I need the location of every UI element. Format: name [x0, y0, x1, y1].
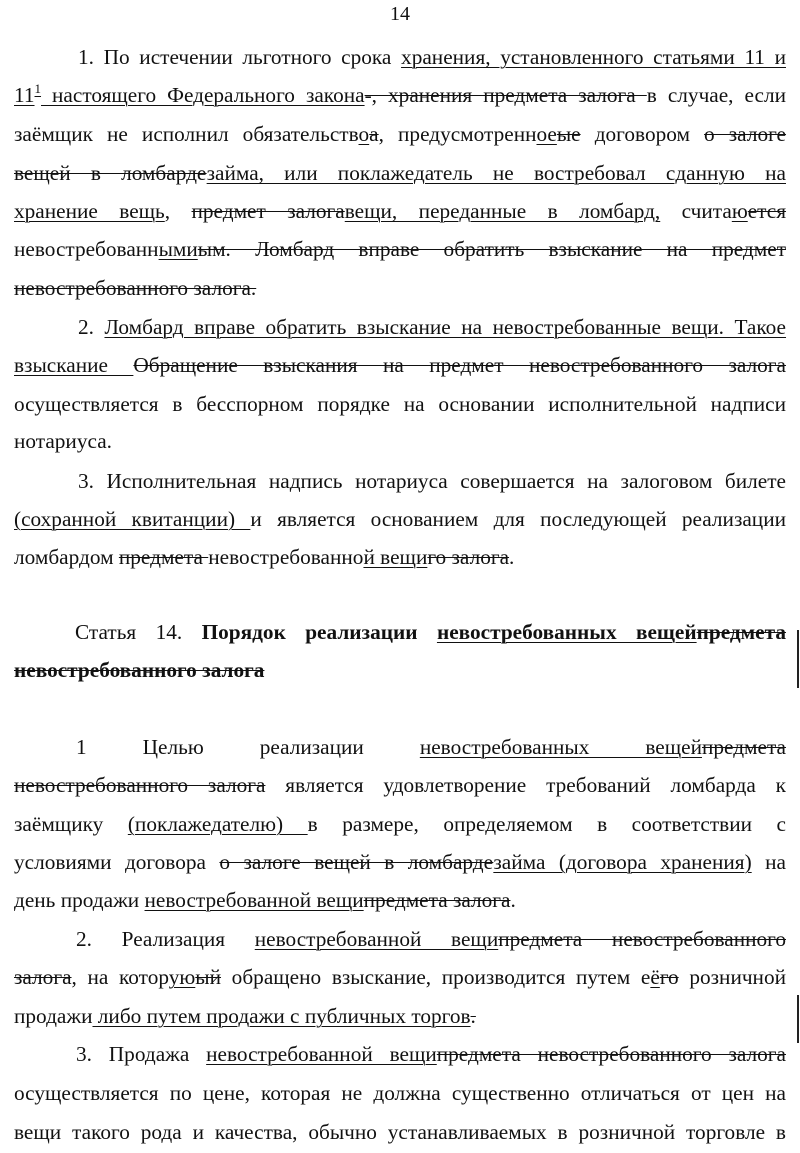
- deleted-text: предмета: [118, 545, 209, 569]
- text-line: [76, 1034, 786, 1074]
- text-line: [14, 1112, 786, 1152]
- deleted-text: ется: [747, 199, 787, 223]
- text-run: договором: [580, 122, 705, 146]
- page-number: 14: [390, 3, 410, 25]
- inserted-text: о: [358, 122, 370, 146]
- text-run: осуществляется по цене, которая не должна существенно отличаться от цен на: [14, 1081, 786, 1105]
- text-run: невостребованн: [14, 237, 159, 261]
- inserted-text: хранение вещь: [14, 199, 165, 223]
- deleted-text: предмета невостребованного залога: [436, 1042, 786, 1066]
- text-run: .: [510, 888, 516, 912]
- inserted-text: ую: [168, 965, 196, 989]
- text-line: [14, 765, 786, 805]
- text-line: [14, 842, 786, 882]
- text-run: является удовлетворение требований ломбарда к: [265, 773, 786, 797]
- text-run: ,: [164, 199, 192, 223]
- deleted-text: го залога: [427, 545, 510, 569]
- inserted-text: хранения, установленного статьями 11 и: [401, 45, 786, 69]
- text-run: .: [509, 545, 515, 569]
- inserted-text: либо путем продажи с публичных торгов: [92, 1004, 471, 1028]
- deleted-text: невостребованного залога.: [14, 276, 257, 300]
- inserted-text: ё: [650, 965, 660, 989]
- text-line: [14, 421, 786, 461]
- text-run: продажи: [14, 1004, 93, 1028]
- inserted-text: вещи, переданные в ломбард,: [344, 199, 661, 223]
- text-run: день продажи: [14, 888, 145, 912]
- text-run: обращено взыскание, производится путем е: [221, 965, 651, 989]
- text-run: в размере, определяемом в соответствии с: [307, 812, 786, 836]
- text-run: вещи такого рода и качества, обычно устанавливаемых в розничной торговле в: [14, 1120, 786, 1144]
- deleted-text: .: [470, 1004, 476, 1028]
- text-run: 3. Исполнительная надпись нотариуса совершается на залоговом билете: [78, 469, 786, 493]
- text-run: невостребованно: [208, 545, 364, 569]
- text-line: [14, 229, 786, 269]
- text-run: розничной: [678, 965, 786, 989]
- inserted-text: взыскание: [14, 353, 134, 377]
- deleted-text: ые: [556, 122, 581, 146]
- margin-mark: [797, 630, 799, 688]
- deleted-text: вещей в ломбарде: [14, 161, 207, 185]
- text-line: [78, 461, 786, 501]
- text-line: [76, 919, 786, 959]
- inserted-text: невостребованной вещи: [144, 888, 364, 912]
- inserted-text: настоящего Федерального закона: [41, 83, 365, 107]
- text-run: 2. Реализация: [76, 927, 255, 951]
- deleted-text: предмета: [696, 620, 786, 644]
- inserted-text: невостребованных вещей: [436, 620, 697, 644]
- text-line: [76, 727, 786, 767]
- text-run: 2.: [78, 315, 105, 339]
- deleted-text: а: [369, 122, 379, 146]
- text-line: [78, 37, 786, 77]
- inserted-text: ю: [731, 199, 748, 223]
- deleted-text: ый: [195, 965, 222, 989]
- text-run: условиями договора: [14, 850, 220, 874]
- text-line: [14, 996, 786, 1036]
- deleted-text: невостребованного залога: [14, 658, 265, 682]
- inserted-text: Ломбард вправе обратить взыскание на невостребованные вещи. Такое: [104, 315, 787, 339]
- text-line: [14, 650, 786, 690]
- text-run: осуществляется в бесспорном порядке на основании исполнительной надписи: [14, 392, 786, 416]
- inserted-text: невостребованной вещи: [206, 1042, 437, 1066]
- inserted-text: займа, или поклажедатель не востребовал сданную на: [206, 161, 786, 185]
- inserted-text: невостребованной вещи: [254, 927, 499, 951]
- inserted-text: (сохранной квитанции): [14, 507, 251, 531]
- margin-mark: [797, 995, 799, 1043]
- text-run: , предусмотренн: [378, 122, 537, 146]
- text-line: [78, 307, 786, 347]
- deleted-text: хранения предмета залога: [388, 83, 647, 107]
- deleted-text: залога: [14, 965, 72, 989]
- text-line: [14, 957, 786, 997]
- text-line: [14, 537, 786, 577]
- inserted-text: (поклажедателю): [127, 812, 308, 836]
- text-run: нотариуса.: [14, 429, 112, 453]
- text-run: 3. Продажа: [76, 1042, 207, 1066]
- text-run: заёмщик не исполнил обязательств: [14, 122, 359, 146]
- deleted-text: предмета залога: [363, 888, 511, 912]
- text-line: [14, 804, 786, 844]
- text-run: , на котор: [71, 965, 169, 989]
- deleted-text: о залоге вещей в ломбарде: [219, 850, 494, 874]
- text-line: [14, 75, 786, 115]
- text-run: на: [751, 850, 786, 874]
- text-run: Статья 14.: [75, 620, 202, 644]
- text-run: и является основанием для последующей реализации: [250, 507, 786, 531]
- deleted-text: о залоге: [704, 122, 787, 146]
- inserted-text: ыми: [158, 237, 198, 261]
- text-line: [14, 191, 786, 231]
- text-line: [14, 268, 786, 308]
- text-run: заёмщику: [14, 812, 128, 836]
- inserted-text: й вещи: [363, 545, 428, 569]
- inserted-text: 1: [34, 81, 42, 96]
- deleted-text: Обращение взыскания на предмет невостребованного залога: [133, 353, 786, 377]
- text-run: в случае, если: [646, 83, 786, 107]
- inserted-text: ое: [536, 122, 557, 146]
- text-line: [14, 384, 786, 424]
- deleted-text: предмета: [701, 735, 786, 759]
- article-heading: Порядок реализации: [201, 620, 437, 644]
- text-line: [14, 880, 786, 920]
- text-line: [75, 612, 786, 652]
- deleted-text: го: [659, 965, 679, 989]
- inserted-text: займа (договора хранения): [493, 850, 752, 874]
- deleted-text: предмет залога: [191, 199, 345, 223]
- deleted-text: ым. Ломбард вправе обратить взыскание на предмет: [197, 237, 786, 261]
- text-run: счита: [660, 199, 732, 223]
- text-run: ломбардом: [14, 545, 119, 569]
- text-line: [14, 114, 786, 154]
- inserted-text: невостребованных вещей: [419, 735, 702, 759]
- deleted-text: -,: [364, 83, 389, 107]
- text-run: 1. По истечении льготного срока: [78, 45, 402, 69]
- deleted-text: предмета невостребованного: [498, 927, 786, 951]
- text-run: 1 Целью реализации: [76, 735, 420, 759]
- text-line: [14, 345, 786, 385]
- text-line: [14, 153, 786, 193]
- text-line: [14, 499, 786, 539]
- deleted-text: невостребованного залога: [14, 773, 266, 797]
- text-line: [14, 1073, 786, 1113]
- inserted-text: 11: [14, 83, 35, 107]
